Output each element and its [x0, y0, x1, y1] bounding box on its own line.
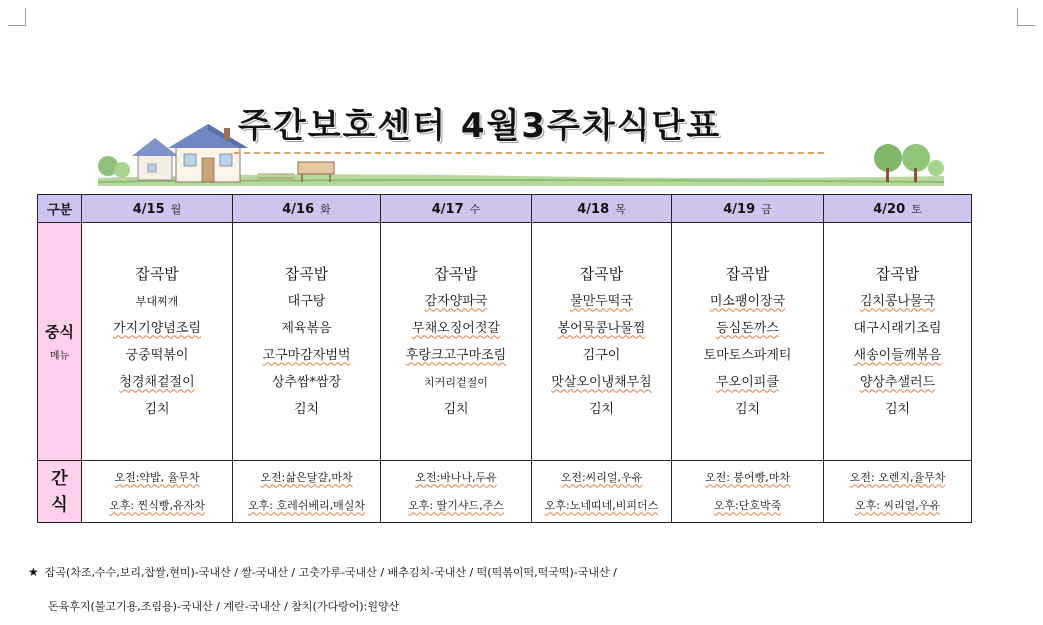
- day-weekday: 목: [615, 202, 626, 216]
- snack-am: 오전:씨리얼,우유: [560, 470, 643, 484]
- dish-item: 등심돈까스: [716, 320, 779, 336]
- dish-item: 잡곡밥: [135, 264, 179, 283]
- day-weekday: 월: [170, 202, 182, 216]
- snack-am: 오전:바나나,두유: [415, 470, 497, 484]
- day-date: 4/16: [282, 201, 315, 217]
- snack-pm: 오후:노네띠네,비피더스: [544, 498, 659, 512]
- snack-row: [38, 461, 972, 523]
- day-date: 4/18: [577, 201, 610, 217]
- lunch-menu-cell: [381, 223, 532, 461]
- dish-item: 상추쌈*쌈장: [271, 374, 342, 390]
- lunch-sub-label: 메뉴: [49, 351, 70, 362]
- snack-am: 오전:삶은달걀,마차: [260, 470, 353, 484]
- day-header-cell: [824, 195, 972, 223]
- snack-cell: [532, 461, 672, 523]
- origin-note-text-1: 잡곡(차조,수수,보리,찹쌀,현미)-국내산 / 쌀-국내산 / 고춧가루-국내산 / 배추김치-국내산 / 떡(떡볶이떡,떡국떡)-국내산 /: [44, 566, 617, 579]
- dish-item: 잡곡밥: [875, 264, 920, 283]
- dish-item: 김치콩나물국: [859, 293, 936, 309]
- dish-item: 청경채겉절이: [119, 374, 195, 390]
- origin-note-line-2: [48, 598, 399, 614]
- dish-item: 고구마감자범벅: [262, 347, 351, 363]
- dish-item: 가지기양념조림: [113, 320, 201, 336]
- dish-item: 잡곡밥: [725, 264, 770, 283]
- snack-pm: 오후: 찐식빵,유자차: [109, 498, 205, 512]
- day-weekday: 금: [761, 202, 772, 216]
- snack-am: 오전: 오렌지,율무차: [849, 470, 946, 484]
- day-header-cell: [381, 195, 532, 223]
- dish-item: 김치: [734, 401, 761, 417]
- day-weekday: 토: [911, 202, 922, 216]
- snack-cell: [233, 461, 381, 523]
- snack-pm: 오후: 씨리얼,우유: [854, 498, 941, 512]
- dish-item: 궁중떡볶이: [125, 347, 189, 363]
- dish-item: 김치: [293, 401, 320, 417]
- lunch-row: [38, 223, 972, 461]
- snack-am: 오전:약밥, 율무차: [114, 470, 200, 484]
- dish-item: 치커리겉절이: [424, 375, 488, 389]
- lunch-menu-cell: [672, 223, 824, 461]
- dish-item: 김치: [884, 401, 911, 417]
- header-label: 구분: [46, 203, 73, 218]
- header-label-cell: [38, 195, 82, 223]
- snack-pm: 오후:단호박죽: [713, 498, 782, 512]
- dish-item: 토마토스파게티: [703, 347, 792, 363]
- dish-item: 무채오징어젓갈: [412, 320, 500, 336]
- snack-label-1: 간: [51, 468, 68, 489]
- day-header-cell: [82, 195, 233, 223]
- dish-item: 맛살오이냉채무침: [551, 374, 652, 390]
- snack-cell: [672, 461, 824, 523]
- lunch-label-cell: [38, 223, 82, 461]
- page-corner-mark-top-right: [1017, 8, 1035, 26]
- origin-note-text-2: 돈육후지(불고기용,조림용)-국내산 / 계란-국내산 / 참치(가다랑어):원양산: [48, 600, 400, 613]
- dish-item: 대구탕: [287, 293, 326, 309]
- snack-am: 오전: 붕어빵,마차: [704, 470, 791, 484]
- dish-item: 부대찌개: [135, 294, 179, 308]
- dish-item: 대구시래기조림: [853, 320, 942, 336]
- dish-item: 양상추샐러드: [859, 374, 936, 390]
- snack-cell: [824, 461, 972, 523]
- snack-cell: [82, 461, 233, 523]
- day-date: 4/20: [873, 201, 906, 217]
- dish-item: 물만두떡국: [570, 293, 633, 309]
- dish-item: 김치: [144, 401, 170, 417]
- page-corner-mark-top-left: [8, 8, 26, 26]
- star-icon: ★: [28, 565, 39, 579]
- dish-item: 김치: [443, 401, 469, 417]
- page-title: 주간보호센터 4월3주차식단표: [234, 98, 824, 154]
- snack-pm: 오후: 딸기샤드,주스: [408, 498, 504, 512]
- lunch-label: 중식: [45, 323, 74, 341]
- weekly-menu-table: [37, 194, 972, 523]
- snack-label-cell: [38, 461, 82, 523]
- dish-item: 잡곡밥: [579, 264, 624, 283]
- day-header-cell: [672, 195, 824, 223]
- day-date: 4/19: [723, 201, 756, 217]
- dish-item: 잡곡밥: [434, 264, 478, 283]
- dish-item: 봉어묵콩나물찜: [557, 320, 646, 336]
- header-row: [38, 195, 972, 223]
- title-banner: [98, 96, 944, 188]
- snack-label-2: 식: [51, 494, 68, 515]
- dish-item: 후랑크고구마조림: [405, 347, 507, 363]
- small-house-icon: [132, 138, 178, 180]
- dish-item: 무오이피클: [716, 374, 779, 390]
- dish-item: 김구이: [582, 347, 621, 363]
- day-header-cell: [532, 195, 672, 223]
- lunch-menu-cell: [82, 223, 233, 461]
- day-date: 4/17: [431, 201, 464, 217]
- day-header-cell: [233, 195, 381, 223]
- lunch-menu-cell: [233, 223, 381, 461]
- dish-item: 감자양파국: [424, 293, 488, 309]
- dish-item: 제육볶음: [281, 320, 332, 336]
- day-weekday: 수: [469, 202, 481, 216]
- day-date: 4/15: [132, 201, 165, 217]
- dish-item: 김치: [588, 401, 615, 417]
- day-weekday: 화: [320, 202, 331, 216]
- dish-item: 새송이들깨볶음: [853, 347, 942, 363]
- lunch-menu-cell: [532, 223, 672, 461]
- snack-pm: 오후: 호레쉬베리,매실차: [248, 498, 365, 512]
- lunch-menu-cell: [824, 223, 972, 461]
- snack-cell: [381, 461, 532, 523]
- dish-item: 잡곡밥: [284, 264, 329, 283]
- dish-item: 미소팽이장국: [709, 293, 786, 309]
- origin-note-line-1: [28, 564, 617, 580]
